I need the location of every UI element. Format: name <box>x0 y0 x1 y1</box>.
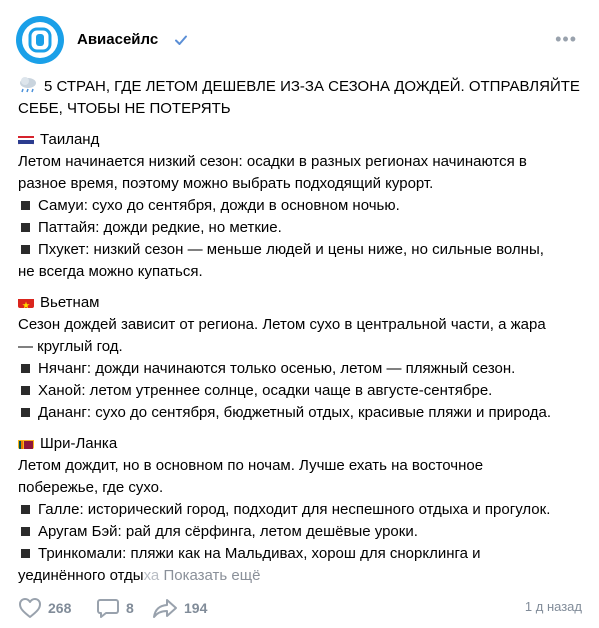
like-count: 268 <box>48 600 72 616</box>
bullet-icon <box>21 201 30 210</box>
list-item-cont: уединённого отдыха Показать ещё <box>18 567 261 584</box>
verified-icon <box>174 33 188 47</box>
post-title: 5 СТРАН, ГДЕ ЛЕТОМ ДЕШЕВЛЕ ИЗ-ЗА СЕЗОНА ДОЖДЕЙ. ОТПРАВЛЯЙТЕ <box>44 78 580 95</box>
section-intro: Сезон дождей зависит от региона. Летом сухо в центральной части, а жара <box>18 316 546 333</box>
post-text <box>18 76 586 587</box>
bullet-icon <box>21 386 30 395</box>
aviasales-logo-icon <box>22 22 58 58</box>
bullet-icon <box>21 364 30 373</box>
section-intro: Летом начинается низкий сезон: осадки в разных регионах начинаются в <box>18 153 527 170</box>
vietnam-flag-icon <box>18 296 34 308</box>
post-timestamp[interactable]: 1 д назад <box>524 599 582 614</box>
list-item: Ханой: летом утреннее солнце, осадки чаще в августе-сентябре. <box>18 380 586 402</box>
bullet-icon <box>21 505 30 514</box>
section-intro: Летом дождит, но в основном по ночам. Лучше ехать на восточное <box>18 457 484 474</box>
list-item: Самуи: сухо до сентября, дожди в основном ночью. <box>18 195 586 217</box>
list-item: Нячанг: дожди начинаются только осенью, летом — пляжный сезон. <box>18 358 586 380</box>
show-more-link[interactable]: Показать ещё <box>163 567 261 584</box>
section-title-sri-lanka: Шри-Ланка <box>40 435 118 452</box>
bullet-icon <box>21 245 30 254</box>
list-item: Дананг: сухо до сентября, бюджетный отдых, красивые пляжи и природа. <box>18 402 586 424</box>
share-count: 194 <box>184 600 208 616</box>
list-item: Галле: исторический город, подходит для неспешного отдыха и прогулок. <box>18 499 586 521</box>
list-item: Пхукет: низкий сезон — меньше людей и цены ниже, но сильные волны, <box>18 239 586 261</box>
heart-icon <box>18 597 42 619</box>
comment-icon <box>96 597 120 619</box>
list-item: Паттайя: дожди редкие, но меткие. <box>18 217 586 239</box>
section-intro: разное время, поэтому можно выбрать подходящий курорт. <box>18 175 434 192</box>
post-title-cont: СЕБЕ, ЧТОБЫ НЕ ПОТЕРЯТЬ <box>18 100 231 117</box>
section-title-thailand: Таиланд <box>40 131 100 148</box>
author-name[interactable]: Авиасейлс <box>77 31 159 48</box>
post-header <box>16 16 583 64</box>
share-icon <box>152 597 178 619</box>
list-item: Тринкомали: пляжи как на Мальдивах, хорош для снорклинга и <box>18 543 586 565</box>
rain-cloud-icon <box>18 76 38 94</box>
more-options-icon[interactable]: ••• <box>555 29 577 49</box>
comment-button[interactable] <box>96 596 134 620</box>
bullet-icon <box>21 549 30 558</box>
bullet-icon <box>21 408 30 417</box>
comment-count: 8 <box>126 600 134 616</box>
section-intro: — круглый год. <box>18 338 123 355</box>
bullet-icon <box>21 223 30 232</box>
share-button[interactable] <box>152 596 207 620</box>
thailand-flag-icon <box>18 133 34 145</box>
section-intro: побережье, где сухо. <box>18 479 164 496</box>
bullet-icon <box>21 527 30 536</box>
sri-lanka-flag-icon <box>18 437 34 449</box>
post-footer <box>18 596 582 620</box>
list-item-cont: не всегда можно купаться. <box>18 263 203 280</box>
list-item: Аругам Бэй: рай для сёрфинга, летом дешёвые уроки. <box>18 521 586 543</box>
section-title-vietnam: Вьетнам <box>40 294 100 311</box>
avatar[interactable] <box>16 16 64 64</box>
like-button[interactable] <box>18 596 71 620</box>
